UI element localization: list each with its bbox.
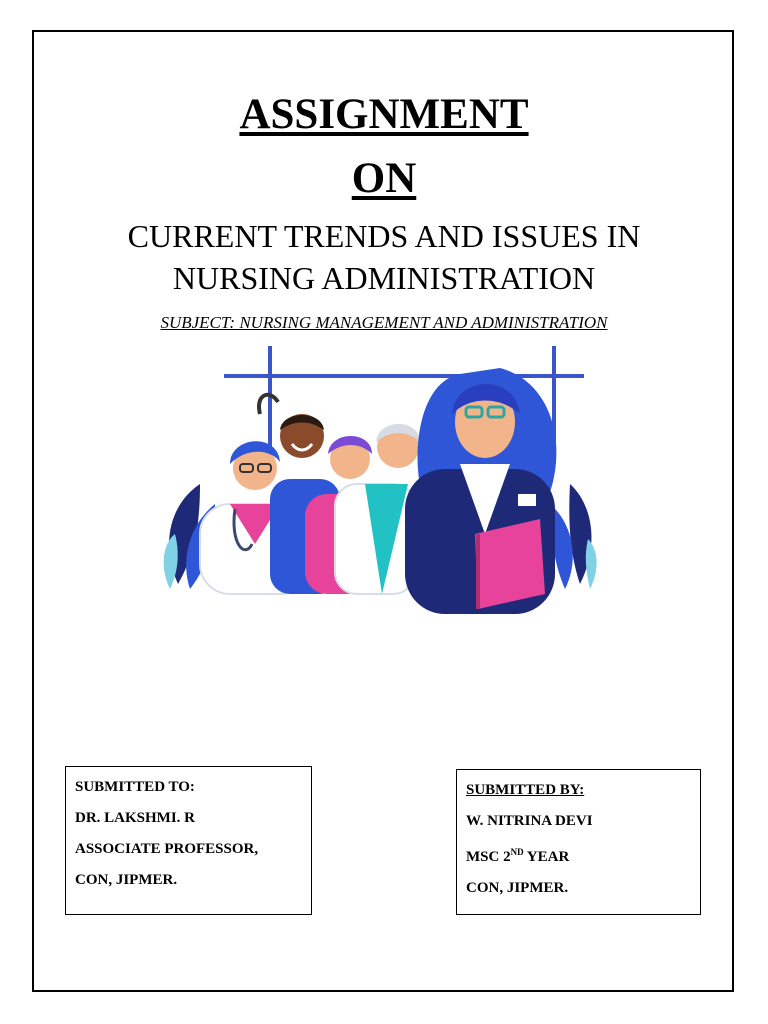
title-assignment: ASSIGNMENT [239,91,529,138]
submitted-to-box [65,766,312,915]
submitted-to-heading: SUBMITTED TO: [75,779,195,795]
title-on: ON [351,155,417,202]
submitted-to-name: DR. LAKSHMI. R [75,810,196,826]
course-prefix: MSC 2 [466,849,511,865]
topic-line-2: NURSING ADMINISTRATION [172,260,596,296]
course-suffix: YEAR [523,849,570,865]
submitted-by-course [466,837,691,873]
topic-line-1: CURRENT TRENDS AND ISSUES IN [127,218,641,254]
submitted-by-heading: SUBMITTED BY: [466,782,585,798]
submitted-by-box [456,769,701,915]
plant-leaves-right [552,484,597,589]
submitted-by-name: W. NITRINA DEVI [466,813,593,829]
submitted-to-designation: ASSOCIATE PROFESSOR, [75,841,259,857]
submitted-to-institution: CON, JIPMER. [75,872,178,888]
subject-line: SUBJECT: NURSING MANAGEMENT AND ADMINISTRATION [160,313,608,332]
course-superscript: ND [510,847,524,857]
nurse-main [405,368,556,614]
healthcare-team-illustration [160,344,600,614]
submitted-by-institution: CON, JIPMER. [466,880,569,896]
